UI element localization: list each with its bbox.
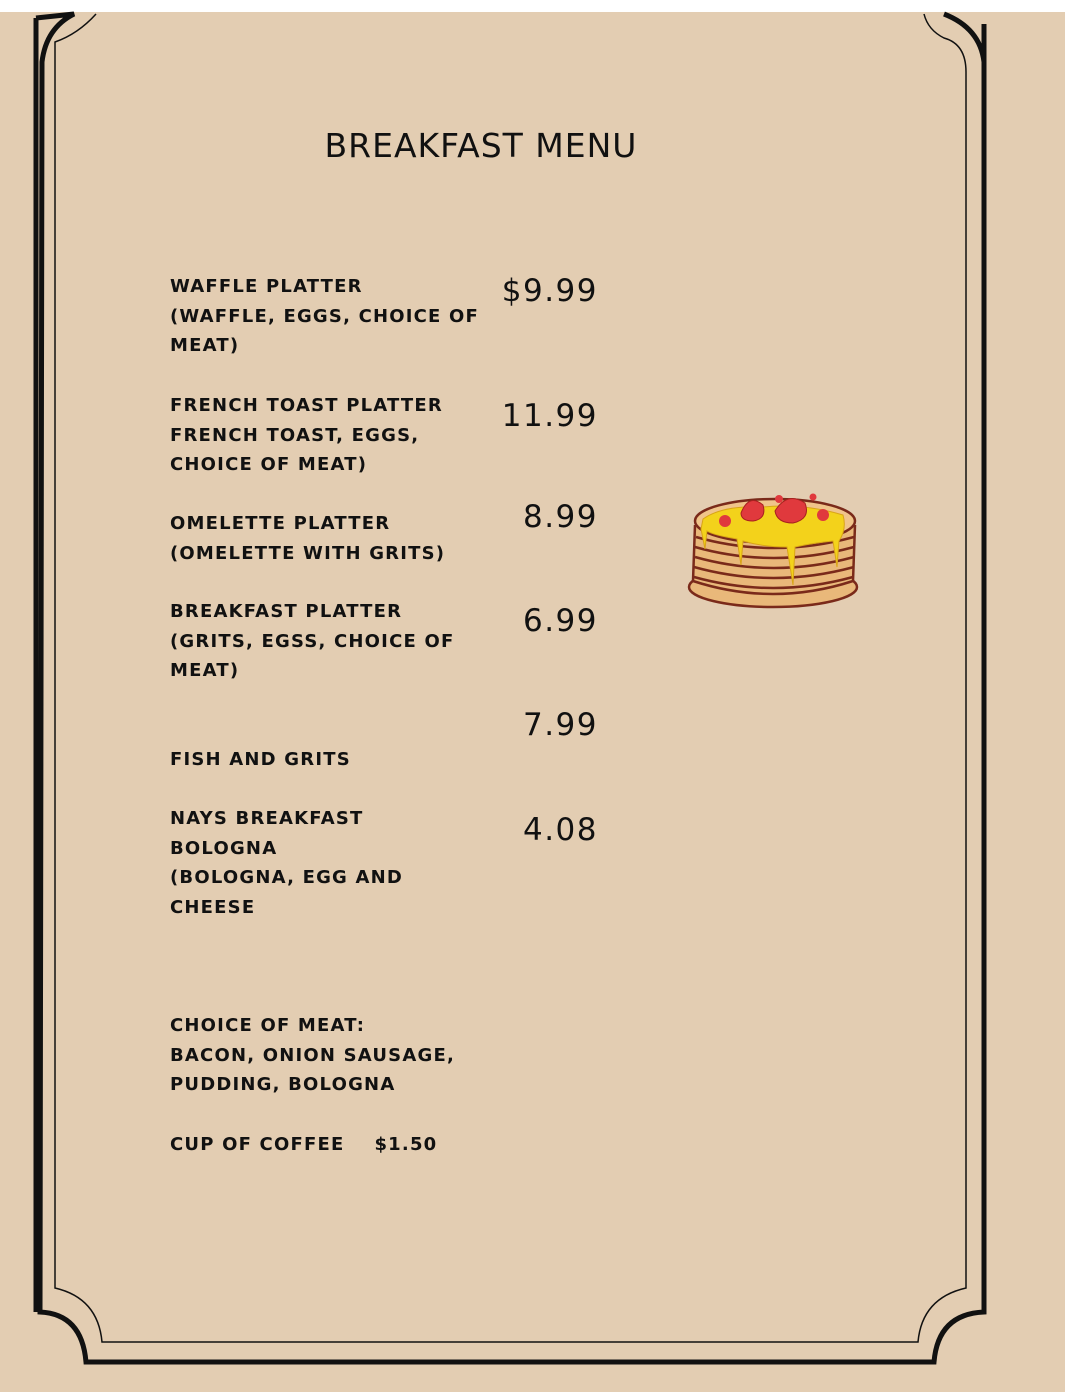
coffee-label: CUP OF COFFEE [170,1134,345,1155]
menu-item-price: 8.99 [522,499,598,535]
menu-item-name: FRENCH TOAST PLATTER FRENCH TOAST, EGGS, CHOICE OF MEAT) [170,395,443,475]
menu-item-price: 7.99 [522,707,598,743]
menu-item-price: 11.99 [501,398,598,434]
menu-item-name: NAYS BREAKFAST BOLOGNA (BOLOGNA, EGG AND CHEESE [170,808,404,918]
coffee-price: $1.50 [374,1134,438,1155]
menu-item-price: 6.99 [522,603,598,639]
menu-item-price: 4.08 [522,812,598,848]
menu-item-price: $9.99 [501,273,598,309]
menu-title: BREAKFAST MENU [324,126,638,165]
menu-item-name: FISH AND GRITS [170,749,351,770]
pancake-stack-icon [683,485,863,615]
choice-of-meat-note: CHOICE OF MEAT: BACON, ONION SAUSAGE, PUDDING, BOLOGNA [170,1015,455,1095]
menu-item-name: WAFFLE PLATTER (WAFFLE, EGGS, CHOICE OF MEAT) [170,276,480,356]
coffee-line [170,1130,437,1160]
menu-item-name: BREAKFAST PLATTER (GRITS, EGSS, CHOICE OF MEAT) [170,601,455,681]
menu-item-name: OMELETTE PLATTER (OMELETTE WITH GRITS) [170,513,446,564]
